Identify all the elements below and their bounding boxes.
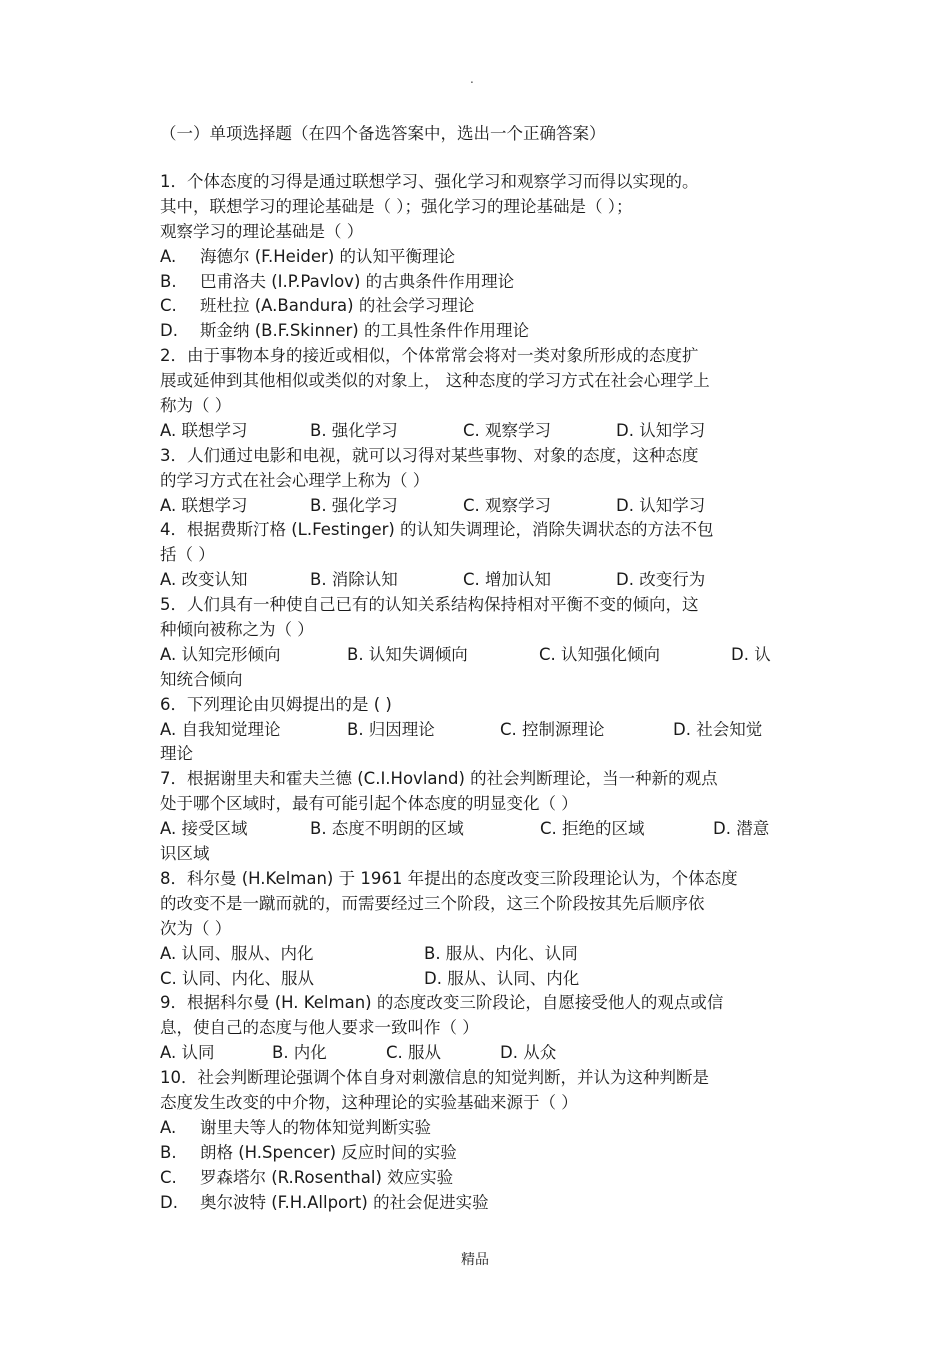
option-text: 海德尔 (F.Heider) 的认知平衡理论: [200, 246, 456, 266]
option-text: A. 联想学习: [160, 495, 248, 515]
line-text: 4．根据费斯汀格 (L.Festinger) 的认知失调理论，消除失调状态的方法不包: [160, 520, 714, 540]
question-options-line: [160, 1116, 800, 1141]
option-text: D.: [160, 1192, 178, 1212]
question-text-line: [160, 593, 800, 618]
page-footer: 精品: [461, 1252, 489, 1268]
line-text: 的学习方式在社会心理学上称为（ ）: [160, 470, 430, 490]
line-text: 观察学习的理论基础是（ ）: [160, 221, 364, 241]
question-text-line: [160, 618, 800, 643]
option-text: B. 强化学习: [310, 420, 398, 440]
line-text: 2．由于事物本身的接近或相似，个体常常会将对一类对象所形成的态度扩: [160, 346, 699, 366]
line-text: 5．人们具有一种使自己已有的认知关系结构保持相对平衡不变的倾向，这: [160, 595, 699, 615]
question-text-line: [160, 867, 800, 892]
option-text: B. 认知失调倾向: [347, 644, 468, 664]
option-text: A. 认同、服从、内化: [160, 943, 314, 963]
question-options-line: [160, 718, 800, 743]
question-text-line: [160, 469, 800, 494]
question-text-line: [160, 693, 800, 718]
line-text: 处于哪个区域时，最有可能引起个体态度的明显变化（ ）: [160, 794, 578, 814]
line-text: 8．科尔曼 (H.Kelman) 于 1961 年提出的态度改变三阶段理论认为，个体态度: [160, 868, 738, 888]
option-text: C. 控制源理论: [500, 719, 605, 739]
option-text: B. 强化学习: [310, 495, 398, 515]
line-text: 其中，联想学习的理论基础是（ ）；强化学习的理论基础是（ ）；: [160, 196, 633, 216]
option-text: 巴甫洛夫 (I.P.Pavlov) 的古典条件作用理论: [200, 271, 515, 291]
option-text: A.: [160, 246, 177, 266]
question-options-line: [160, 1041, 800, 1066]
line-text: 9．根据科尔曼 (H. Kelman) 的态度改变三阶段论，自愿接受他人的观点或信: [160, 993, 724, 1013]
option-text: B. 态度不明朗的区域: [310, 819, 464, 839]
option-text: D.: [160, 321, 178, 341]
option-text: D. 认知学习: [616, 495, 706, 515]
line-text: 种倾向被称之为（ ）: [160, 620, 314, 640]
option-text: 罗森塔尔 (R.Rosenthal) 效应实验: [200, 1167, 454, 1187]
option-text: A. 自我知觉理论: [160, 719, 281, 739]
option-text: C.: [160, 296, 177, 316]
option-text: C. 服从: [386, 1043, 442, 1063]
option-text: C. 认知强化倾向: [539, 644, 661, 664]
option-text: A. 认同: [160, 1043, 215, 1063]
line-text: 态度发生改变的中介物，这种理论的实验基础来源于（ ）: [160, 1092, 578, 1112]
line-text: 1．个体态度的习得是通过联想学习、强化学习和观察学习而得以实现的。: [160, 172, 699, 191]
question-text-line: [160, 1091, 800, 1116]
option-text: D. 从众: [500, 1043, 557, 1063]
option-text: B.: [160, 271, 177, 291]
option-text: D. 改变行为: [616, 570, 706, 590]
question-text-line: [160, 1066, 800, 1091]
question-text-line: [160, 668, 800, 693]
option-text: D. 认: [731, 644, 771, 664]
question-options-line: [160, 245, 800, 270]
option-text: 朗格 (H.Spencer) 反应时间的实验: [200, 1142, 457, 1162]
line-text: 6．下列理论由贝姆提出的是 ( ): [160, 694, 392, 714]
option-text: A. 接受区域: [160, 819, 248, 839]
question-options-line: [160, 643, 800, 668]
option-text: A. 认知完形倾向: [160, 644, 281, 664]
question-text-line: [160, 1016, 800, 1041]
question-options-line: [160, 419, 800, 444]
line-text: 称为（ ）: [160, 396, 232, 416]
question-text-line: [160, 792, 800, 817]
question-options-line: [160, 1166, 800, 1191]
option-text: C. 拒绝的区域: [540, 819, 645, 839]
question-text-line: [160, 344, 800, 369]
option-text: 奥尔波特 (F.H.Allport) 的社会促进实验: [200, 1192, 489, 1212]
question-options-line: [160, 494, 800, 519]
question-options-line: [160, 817, 800, 842]
line-text: 括（ ）: [160, 545, 215, 565]
question-options-line: [160, 1191, 800, 1216]
line-text: 息，使自己的态度与他人要求一致叫作（ ）: [160, 1018, 479, 1038]
line-text: 3．人们通过电影和电视，就可以习得对某些事物、对象的态度，这种态度: [160, 445, 699, 465]
option-text: B.: [160, 1142, 177, 1162]
option-text: B. 消除认知: [310, 570, 398, 590]
question-text-line: [160, 170, 800, 195]
question-options-line: [160, 270, 800, 295]
option-text: B. 内化: [272, 1043, 327, 1063]
line-text: 次为（ ）: [160, 918, 232, 938]
line-text: 的改变不是一蹴而就的，而需要经过三个阶段，这三个阶段按其先后顺序依: [160, 893, 705, 913]
question-text-line: [160, 220, 800, 245]
question-text-line: [160, 369, 800, 394]
question-text-line: [160, 991, 800, 1016]
option-text: D. 服从、认同、内化: [424, 968, 580, 988]
question-text-line: [160, 195, 800, 220]
option-text: B. 归因理论: [347, 719, 435, 739]
question-text-line: [160, 892, 800, 917]
option-text: C. 认同、内化、服从: [160, 968, 315, 988]
question-text-line: [160, 394, 800, 419]
question-options-line: [160, 967, 800, 992]
line-text: 知统合倾向: [160, 669, 243, 689]
section-title: （一）单项选择题（在四个备选答案中，选出一个正确答案）: [160, 124, 606, 143]
option-text: B. 服从、内化、认同: [424, 943, 578, 963]
option-text: D. 潜意: [713, 819, 770, 839]
option-text: A. 改变认知: [160, 570, 248, 590]
line-text: 识区域: [160, 844, 210, 864]
question-text-line: [160, 518, 800, 543]
question-options-line: [160, 942, 800, 967]
question-text-line: [160, 842, 800, 867]
question-text-line: [160, 444, 800, 469]
question-options-line: [160, 294, 800, 319]
question-text-line: [160, 543, 800, 568]
option-text: A. 联想学习: [160, 420, 248, 440]
page-marker-dot: .: [470, 72, 474, 86]
question-options-line: [160, 319, 800, 344]
option-text: D. 社会知觉: [673, 719, 763, 739]
option-text: A.: [160, 1117, 177, 1137]
line-text: 理论: [160, 744, 193, 764]
question-text-line: [160, 767, 800, 792]
option-text: C. 观察学习: [463, 495, 552, 515]
option-text: 谢里夫等人的物体知觉判断实验: [200, 1117, 431, 1137]
option-text: 斯金纳 (B.F.Skinner) 的工具性条件作用理论: [200, 321, 529, 341]
line-text: 展或延伸到其他相似或类似的对象上， 这种态度的学习方式在社会心理学上: [160, 371, 710, 391]
question-options-line: [160, 1141, 800, 1166]
option-text: 班杜拉 (A.Bandura) 的社会学习理论: [200, 296, 475, 316]
option-text: D. 认知学习: [616, 420, 706, 440]
option-text: C. 观察学习: [463, 420, 552, 440]
question-options-line: [160, 568, 800, 593]
option-text: C. 增加认知: [463, 570, 552, 590]
line-text: 7．根据谢里夫和霍夫兰德 (C.I.Hovland) 的社会判断理论，当一种新的观点: [160, 769, 718, 789]
option-text: C.: [160, 1167, 177, 1187]
line-text: 10．社会判断理论强调个体自身对刺激信息的知觉判断，并认为这种判断是: [160, 1068, 709, 1088]
question-text-line: [160, 742, 800, 767]
question-text-line: [160, 917, 800, 942]
question-list: [160, 170, 800, 1215]
